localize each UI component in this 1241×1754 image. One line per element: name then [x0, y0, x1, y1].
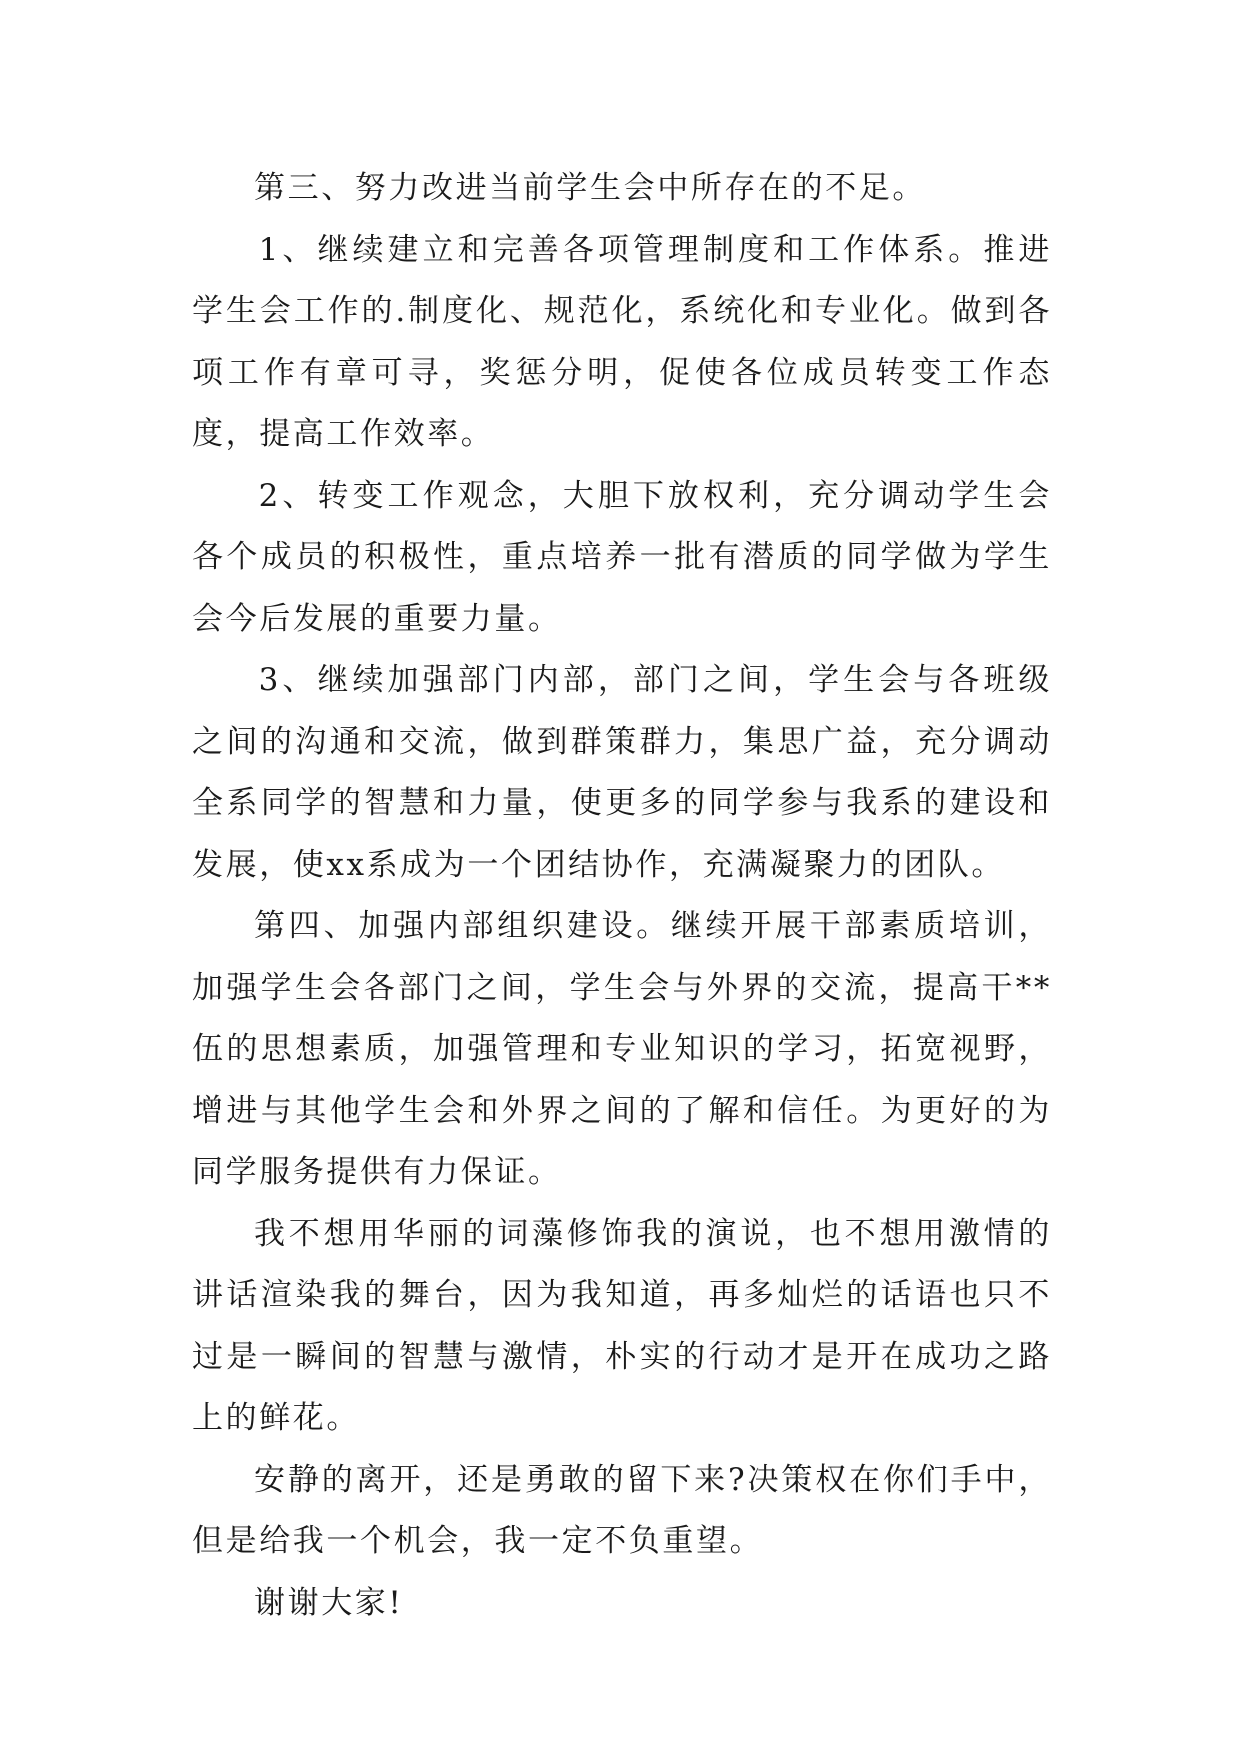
document-body [192, 158, 1052, 1634]
paragraph-item-2: 2、转变工作观念，大胆下放权利，充分调动学生会各个成员的积极性，重点培养一批有潜质的同学做为学生会今后发展的重要力量。 [192, 477, 1052, 637]
paragraph-closing-appeal: 安静的离开，还是勇敢的留下来?决策权在你们手中，但是给我一个机会，我一定不负重望。 [192, 1461, 1052, 1559]
paragraph-item-1: 1、继续建立和完善各项管理制度和工作体系。推进学生会工作的.制度化、规范化，系统化和专业化。做到各项工作有章可寻，奖惩分明，促使各位成员转变工作态度，提高工作效率。 [192, 231, 1052, 452]
paragraph-section-four: 第四、加强内部组织建设。继续开展干部素质培训，加强学生会各部门之间，学生会与外界的交流，提高干**伍的思想素质，加强管理和专业知识的学习，拓宽视野，增进与其他学生会和外界之间的了解和信任。为更好的为同学服务提供有力保证。 [192, 908, 1052, 1190]
paragraph-item-3: 3、继续加强部门内部，部门之间，学生会与各班级之间的沟通和交流，做到群策群力，集思广益，充分调动全系同学的智慧和力量，使更多的同学参与我系的建设和发展，使xx系成为一个团结协作，充满凝聚力的团队。 [192, 662, 1052, 883]
paragraph-section-three-heading: 第三、努力改进当前学生会中所存在的不足。 [254, 170, 926, 206]
paragraph-speech-statement: 我不想用华丽的词藻修饰我的演说，也不想用激情的讲话渲染我的舞台，因为我知道，再多灿烂的话语也只不过是一瞬间的智慧与激情，朴实的行动才是开在成功之路上的鲜花。 [192, 1215, 1052, 1436]
paragraph-thanks: 谢谢大家! [254, 1584, 404, 1621]
